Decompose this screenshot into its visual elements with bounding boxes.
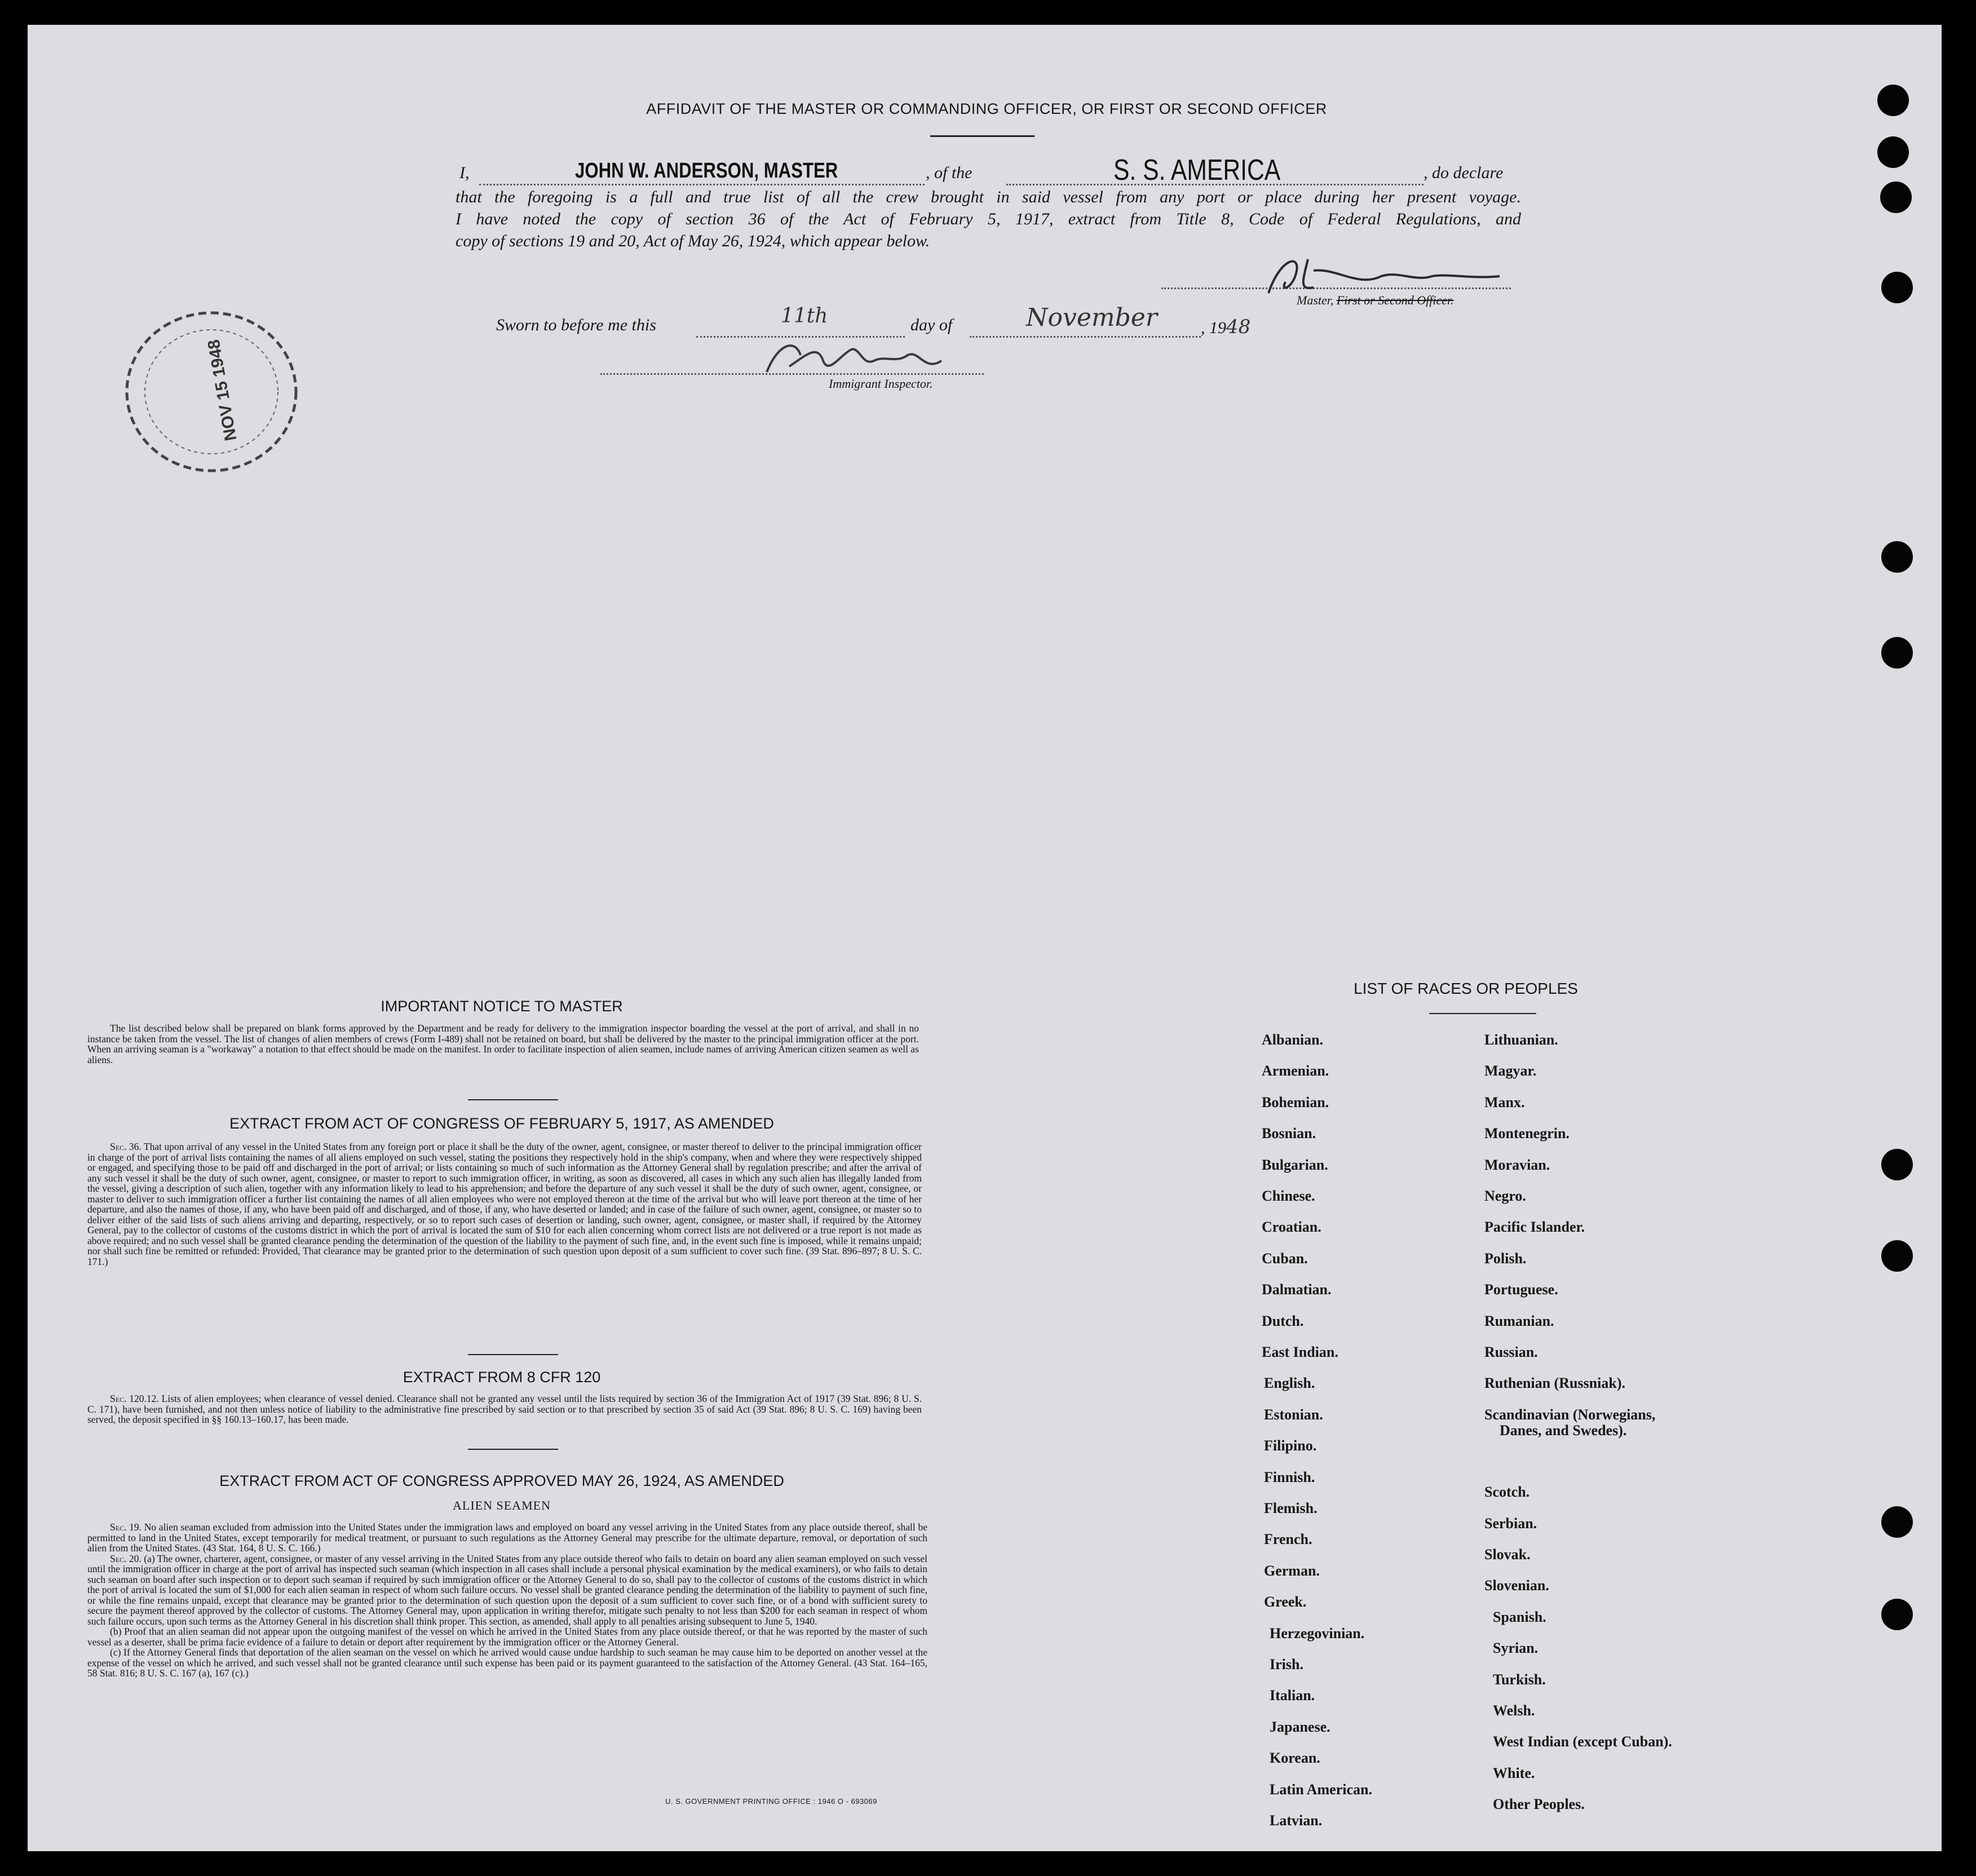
race-item: Dutch. — [1262, 1312, 1304, 1329]
declaration-line-2: that the foregoing is a full and true list of all the crew brought in said vessel from any port or place during her present voyage. — [456, 188, 1521, 206]
divider — [468, 1099, 558, 1100]
declaration-line-4: copy of sections 19 and 20, Act of May 26, 1924, which appear below. — [456, 232, 930, 250]
race-item: Italian. — [1270, 1687, 1315, 1704]
punch-hole — [1881, 637, 1913, 669]
race-item: West Indian (except Cuban). — [1493, 1733, 1672, 1750]
race-item: Spanish. — [1493, 1608, 1546, 1625]
race-item: Manx. — [1484, 1094, 1525, 1110]
divider — [468, 1354, 558, 1355]
race-item: Scandinavian (Norwegians, — [1484, 1406, 1656, 1423]
sworn-label: Sworn to before me this — [496, 316, 656, 334]
race-item: Slovak. — [1484, 1546, 1531, 1563]
punch-hole — [1881, 272, 1913, 303]
stamp-date: NOV 15 1948 — [204, 338, 241, 443]
extract-1917-text: Sec. 36. That upon arrival of any vessel in the United States from any foreign port or place it shall be the duty of the owner, agent, consignee, or master thereof to deliver to the principal immigration officer in charge of the port of arrival lists containing the names of all aliens employed on such vessel, stating the positions they respectively hold in the ship's company, when and where they were respectively shipped or engaged, and specifying those to be paid off and discharged in the port of arrival; or lists containing so much of such information as the Attorney General shall by regulation prescribe; and after the arrival of any such vessel it shall be the duty of such owner, agent, consignee, or master to report to such immigration officer, in writing, as soon as discovered, all cases in which any such alien has illegally landed from the vessel, giving a description of such alien, together with any information likely to lead to his apprehension; and before the departure of any such vessel it shall be the duty of such owner, agent, consignee, or master to deliver to such immigration officer a further list containing the names of all alien employees who were not employed thereon at the time of the arrival but who will leave port thereon at the time of her departure, and also the names of those, if any, who have been paid off and discharged, and of those, if any, who have deserted or landed; and in case of the failure of such owner, agent, consignee, or master so to deliver either of the said lists of such aliens arriving and departing, respectively, or so to report such cases of desertion or landing, such owner, agent, consignee, or master shall, if required by the Attorney General, pay to the collector of customs of the customs district in which the port of arrival is located the sum of $10 for each alien concerning whom correct lists are not delivered or a true report is not made as above required; and no such vessel shall be granted clearance pending the determination of the question of the liability to the payment of such fine, and, in the event such fine is imposed, while it remains unpaid; nor shall such fine be remitted or refunded: Provided, That clearance may be granted prior to the determination of such question upon deposit of a sum sufficient to cover such fine. (39 Stat. 896–897; 8 U. S. C. 171.) — [87, 1141, 922, 1267]
punch-hole — [1881, 1240, 1913, 1272]
extract-1917-title: EXTRACT FROM ACT OF CONGRESS OF FEBRUARY 5, 1917, AS AMENDED — [229, 1115, 774, 1132]
race-item: Flemish. — [1264, 1500, 1318, 1516]
punch-hole — [1881, 541, 1913, 573]
master-name: JOHN W. ANDERSON, MASTER — [575, 159, 838, 183]
date-stamp — [121, 307, 302, 476]
race-item: German. — [1264, 1562, 1320, 1579]
race-item: English. — [1264, 1375, 1315, 1392]
extract-cfr-title: EXTRACT FROM 8 CFR 120 — [403, 1369, 601, 1386]
race-item: Cuban. — [1262, 1250, 1308, 1267]
race-item: Danes, and Swedes). — [1500, 1422, 1627, 1439]
race-item: Syrian. — [1493, 1640, 1539, 1657]
race-item: Pacific Islander. — [1484, 1219, 1585, 1236]
divider — [468, 1449, 558, 1450]
divider — [930, 135, 1035, 137]
extract-cfr-text: Sec. 120.12. Lists of alien employees; when clearance of vessel denied. Clearance shall not be granted any vessel until the lists required by section 36 of the Immigration Act of 1917 (39 Stat. 896; 8 U. S. C. 171), have been furnished, and not then unless notice of liability to the administrative fine prescribed by said section or to that prescribed by section 35 of said Act (39 Stat. 896; 8 U. S. C. 169) having been served, the deposit specified in §§ 160.13–160.17, has been made. — [87, 1393, 922, 1425]
race-item: Armenian. — [1262, 1063, 1329, 1079]
printing-office-footer: U. S. GOVERNMENT PRINTING OFFICE : 1946 O - 693069 — [665, 1797, 877, 1806]
month-field — [970, 303, 1201, 338]
race-item: Bohemian. — [1262, 1094, 1329, 1110]
race-item: Russian. — [1484, 1344, 1538, 1360]
vessel-field — [1006, 154, 1424, 187]
race-item: Bosnian. — [1262, 1125, 1316, 1142]
race-item: Herzegovinian. — [1270, 1625, 1365, 1642]
race-item: Japanese. — [1270, 1718, 1330, 1735]
race-item: Bulgarian. — [1262, 1156, 1328, 1173]
punch-hole — [1881, 1506, 1913, 1538]
inspector-signature — [755, 333, 992, 383]
master-name-field — [479, 159, 925, 185]
notice-title: IMPORTANT NOTICE TO MASTER — [381, 998, 623, 1015]
race-item: Chinese. — [1262, 1188, 1315, 1204]
inspector-label: Immigrant Inspector. — [829, 377, 933, 391]
divider — [1429, 1013, 1536, 1014]
race-item: Latin American. — [1270, 1781, 1372, 1798]
punch-hole — [1881, 1599, 1913, 1630]
race-item: Latvian. — [1270, 1812, 1323, 1829]
race-item: Turkish. — [1493, 1671, 1546, 1688]
do-declare-label: , do declare — [1424, 163, 1504, 182]
inspector-line — [600, 373, 984, 375]
race-item: Filipino. — [1264, 1437, 1317, 1454]
race-item: Scotch. — [1484, 1484, 1530, 1501]
race-item: White. — [1493, 1764, 1535, 1781]
extract-1924-title: EXTRACT FROM ACT OF CONGRESS APPROVED MAY 26, 1924, AS AMENDED — [219, 1472, 784, 1489]
race-item: Lithuanian. — [1484, 1032, 1558, 1048]
affidavit-title: AFFIDAVIT OF THE MASTER OR COMMANDING OFFICER, OR FIRST OR SECOND OFFICER — [646, 100, 1327, 117]
day-of-label: day of — [910, 316, 953, 334]
race-item: Albanian. — [1262, 1032, 1324, 1048]
race-item: East Indian. — [1262, 1344, 1338, 1360]
of-the-label: , of the — [926, 163, 972, 182]
race-item: Croatian. — [1262, 1219, 1321, 1236]
race-item: Dalmatian. — [1262, 1281, 1332, 1298]
sworn-month: November — [1026, 303, 1157, 332]
declaration-prefix: I, — [459, 163, 470, 182]
race-item: Polish. — [1484, 1250, 1527, 1267]
sworn-day: 11th — [781, 304, 828, 328]
year-field: , 1948 — [1201, 316, 1251, 338]
race-item: Irish. — [1270, 1656, 1303, 1673]
officer-label: Master, First or Second Officer. — [1297, 293, 1454, 307]
race-item: Finnish. — [1264, 1468, 1315, 1485]
punch-hole — [1880, 182, 1912, 213]
race-item: Magyar. — [1484, 1063, 1537, 1079]
race-item: Ruthenian (Russniak). — [1484, 1375, 1625, 1392]
race-item: Other Peoples. — [1493, 1796, 1585, 1813]
alien-seamen-subtitle: ALIEN SEAMEN — [453, 1498, 551, 1512]
race-item: French. — [1264, 1531, 1312, 1548]
punch-hole — [1877, 136, 1909, 168]
race-item: Rumanian. — [1484, 1312, 1554, 1329]
race-item: Portuguese. — [1484, 1281, 1558, 1298]
race-item: Slovenian. — [1484, 1577, 1549, 1594]
race-item: Estonian. — [1264, 1406, 1323, 1423]
races-title: LIST OF RACES OR PEOPLES — [1354, 980, 1578, 997]
vessel-name: S. S. AMERICA — [1113, 154, 1281, 187]
race-item: Montenegrin. — [1484, 1125, 1570, 1142]
race-item: Korean. — [1270, 1750, 1320, 1767]
race-item: Greek. — [1264, 1594, 1307, 1610]
race-item: Serbian. — [1484, 1515, 1537, 1532]
punch-hole — [1877, 85, 1909, 116]
declaration-line-3: I have noted the copy of section 36 of the Act of February 5, 1917, extract from Title 8, Code of Federal Regulations, and — [456, 210, 1521, 228]
race-item: Moravian. — [1484, 1156, 1550, 1173]
extract-1924-text: Sec. 19. No alien seaman excluded from admission into the United States under the immigration laws and employed on board any vessel arriving in the United States from any place outside thereof, shall be permitted to land in the United States, except temporarily for medical treatment, or pursuant to such regulations as the Attorney General may prescribe for the ultimate departure, removal, or deportation of such alien from the United States. (43 Stat. 164, 8 U. S. C. 166.) Sec. 20. (a) The owner, charterer, agent, consignee, or master of any vessel arriving in the United States from any place outside thereof who fails to detain on board any alien seaman employed on such vessel until the immigration officer in charge at the port of arrival has inspected such seaman (which inspection in all cases shall include a personal physical examination by the medical examiners), or who fails to detain such seaman on board after such inspection or to deport such seaman if required by such immigration officer or the Attorney General to do so, shall pay to the collector of customs of the customs district in which the port of arrival is located the sum of $1,000 for each alien seaman in respect of whom such failure occurs. No vessel shall be granted clearance pending the determination of the liability to payment of such fine, or while the fine remains unpaid, except that clearance may be granted prior to the determination of such question upon the deposit of a sum sufficient to cover such fine, or of a bond with sufficient surety to secure the payment thereof approved by the collector of customs. The Attorney General may, upon application in writing therefor, mitigate such penalty to not less than $200 for each seaman in respect of whom such failure occurs, upon such terms as the Attorney General in his discretion shall think proper. This section, as amended, shall apply to all penalties arising subsequent to June 5, 1940. (b) Proof that an alien seaman did not appear upon the outgoing manifest of the vessel on which he arrived in the United States from any place outside thereof, or that he was reported by the master of such vessel as a deserter, shall be prima facie evidence of a failure to detain or deport after requirement by the immigration officer or the Attorney General. (c) If the Attorney General finds that deportation of the alien seaman on the vessel on which he arrived would cause undue hardship to such seaman he may cause him to be deported on another vessel at the expense of the vessel on which he arrived, and such vessel shall not be granted clearance until such expense has been paid or its payment guaranteed to the satisfaction of the Attorney General. (43 Stat. 164–165, 58 Stat. 816; 8 U. S. C. 167 (a), 167 (c).) — [87, 1521, 928, 1679]
punch-hole — [1881, 1149, 1913, 1180]
notice-text: The list described below shall be prepared on blank forms approved by the Department and be ready for delivery to the immigration inspector boarding the vessel at the port of arrival, and shall in no instance be taken from the vessel. The list of changes of alien members of crews (Form I-489) shall not be retained on board, but shall be delivered by the master to the principal immigration officer at the port. When an arriving seaman is a "workaway" a notation to that effect should be made on the manifest. In order to facilitate inspection of alien seamen, include names of arriving American citizen seamen as well as aliens. — [87, 1023, 919, 1065]
race-item: Welsh. — [1493, 1702, 1535, 1719]
race-item: Negro. — [1484, 1188, 1526, 1204]
